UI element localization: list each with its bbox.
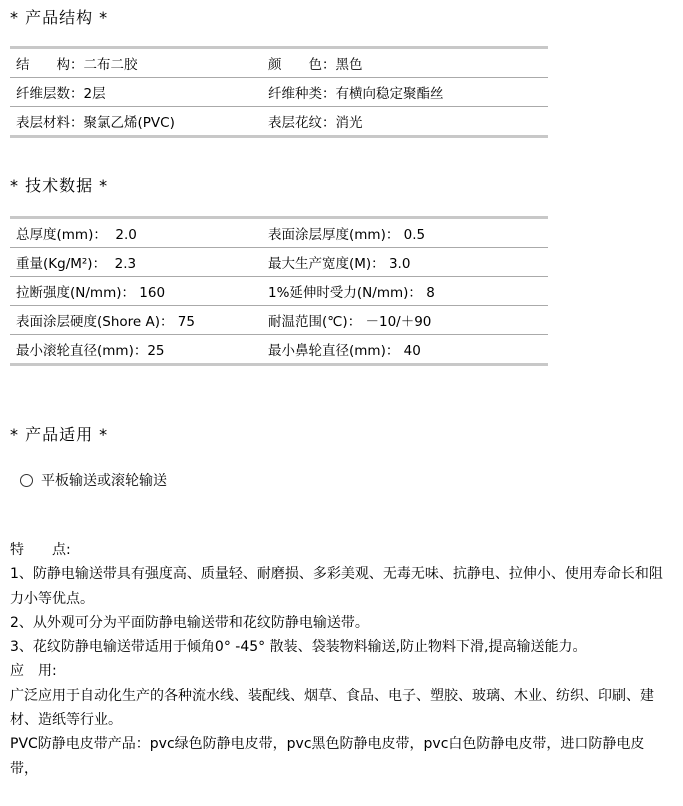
cell: 纤维种类：有横向稳定聚酯丝	[262, 78, 548, 107]
tech-table	[10, 216, 548, 366]
paragraph: 2、从外观可分为平面防静电输送带和花纹防静电输送带。	[10, 614, 369, 631]
table-row	[10, 78, 548, 107]
cell: 最小滚轮直径(mm)：25	[10, 335, 262, 365]
usage-option-label: 平板输送或滚轮输送	[41, 473, 167, 489]
circle-icon	[20, 474, 33, 487]
paragraph: PVC防静电皮带产品：pvc绿色防静电皮带，pvc黑色防静电皮带，pvc白色防静电皮带，进口防静电皮带，	[10, 736, 645, 777]
cell: 重量(Kg/M²)： 2.3	[10, 248, 262, 277]
cell: 最大生产宽度(M)： 3.0	[262, 248, 548, 277]
structure-heading: * 产品结构 *	[10, 8, 109, 27]
cell: 耐温范围(℃)： －10/＋90	[262, 306, 548, 335]
cell: 表层花纹：消光	[262, 107, 548, 137]
application-label: 应 用:	[10, 663, 57, 680]
structure-table	[10, 46, 548, 138]
table-row	[10, 48, 548, 78]
cell: 总厚度(mm)： 2.0	[10, 218, 262, 248]
paragraph: 3、花纹防静电输送带适用于倾角0° -45° 散装、袋装物料输送,防止物料下滑,提高输送能力。	[10, 639, 587, 656]
table-row	[10, 277, 548, 306]
tech-heading: * 技术数据 *	[10, 176, 109, 195]
usage-heading: * 产品适用 *	[10, 425, 109, 444]
cell: 1%延伸时受力(N/mm)： 8	[262, 277, 548, 306]
cell: 纤维层数：2层	[10, 78, 262, 107]
cell: 结 构：二布二胶	[10, 48, 262, 78]
cell: 表层材料：聚氯乙烯(PVC)	[10, 107, 262, 137]
cell: 表面涂层厚度(mm)： 0.5	[262, 218, 548, 248]
table-row	[10, 218, 548, 248]
features-label: 特 点:	[10, 542, 71, 558]
table-row	[10, 306, 548, 335]
usage-option	[20, 470, 167, 490]
cell: 最小鼻轮直径(mm)： 40	[262, 335, 548, 365]
paragraph: 广泛应用于自动化生产的各种流水线、装配线、烟草、食品、电子、塑胶、玻璃、木业、纺织、印刷、建材、造纸等行业。	[10, 687, 654, 729]
cell: 颜 色：黑色	[262, 48, 548, 78]
table-row	[10, 107, 548, 137]
table-row	[10, 248, 548, 277]
description	[10, 538, 670, 781]
cell: 拉断强度(N/mm)： 160	[10, 277, 262, 306]
cell: 表面涂层硬度(Shore A)： 75	[10, 306, 262, 335]
paragraph: 1、防静电输送带具有强度高、质量轻、耐磨损、多彩美观、无毒无味、抗静电、拉伸小、使用寿命长和阻力小等优点。	[10, 566, 663, 607]
table-row	[10, 335, 548, 365]
